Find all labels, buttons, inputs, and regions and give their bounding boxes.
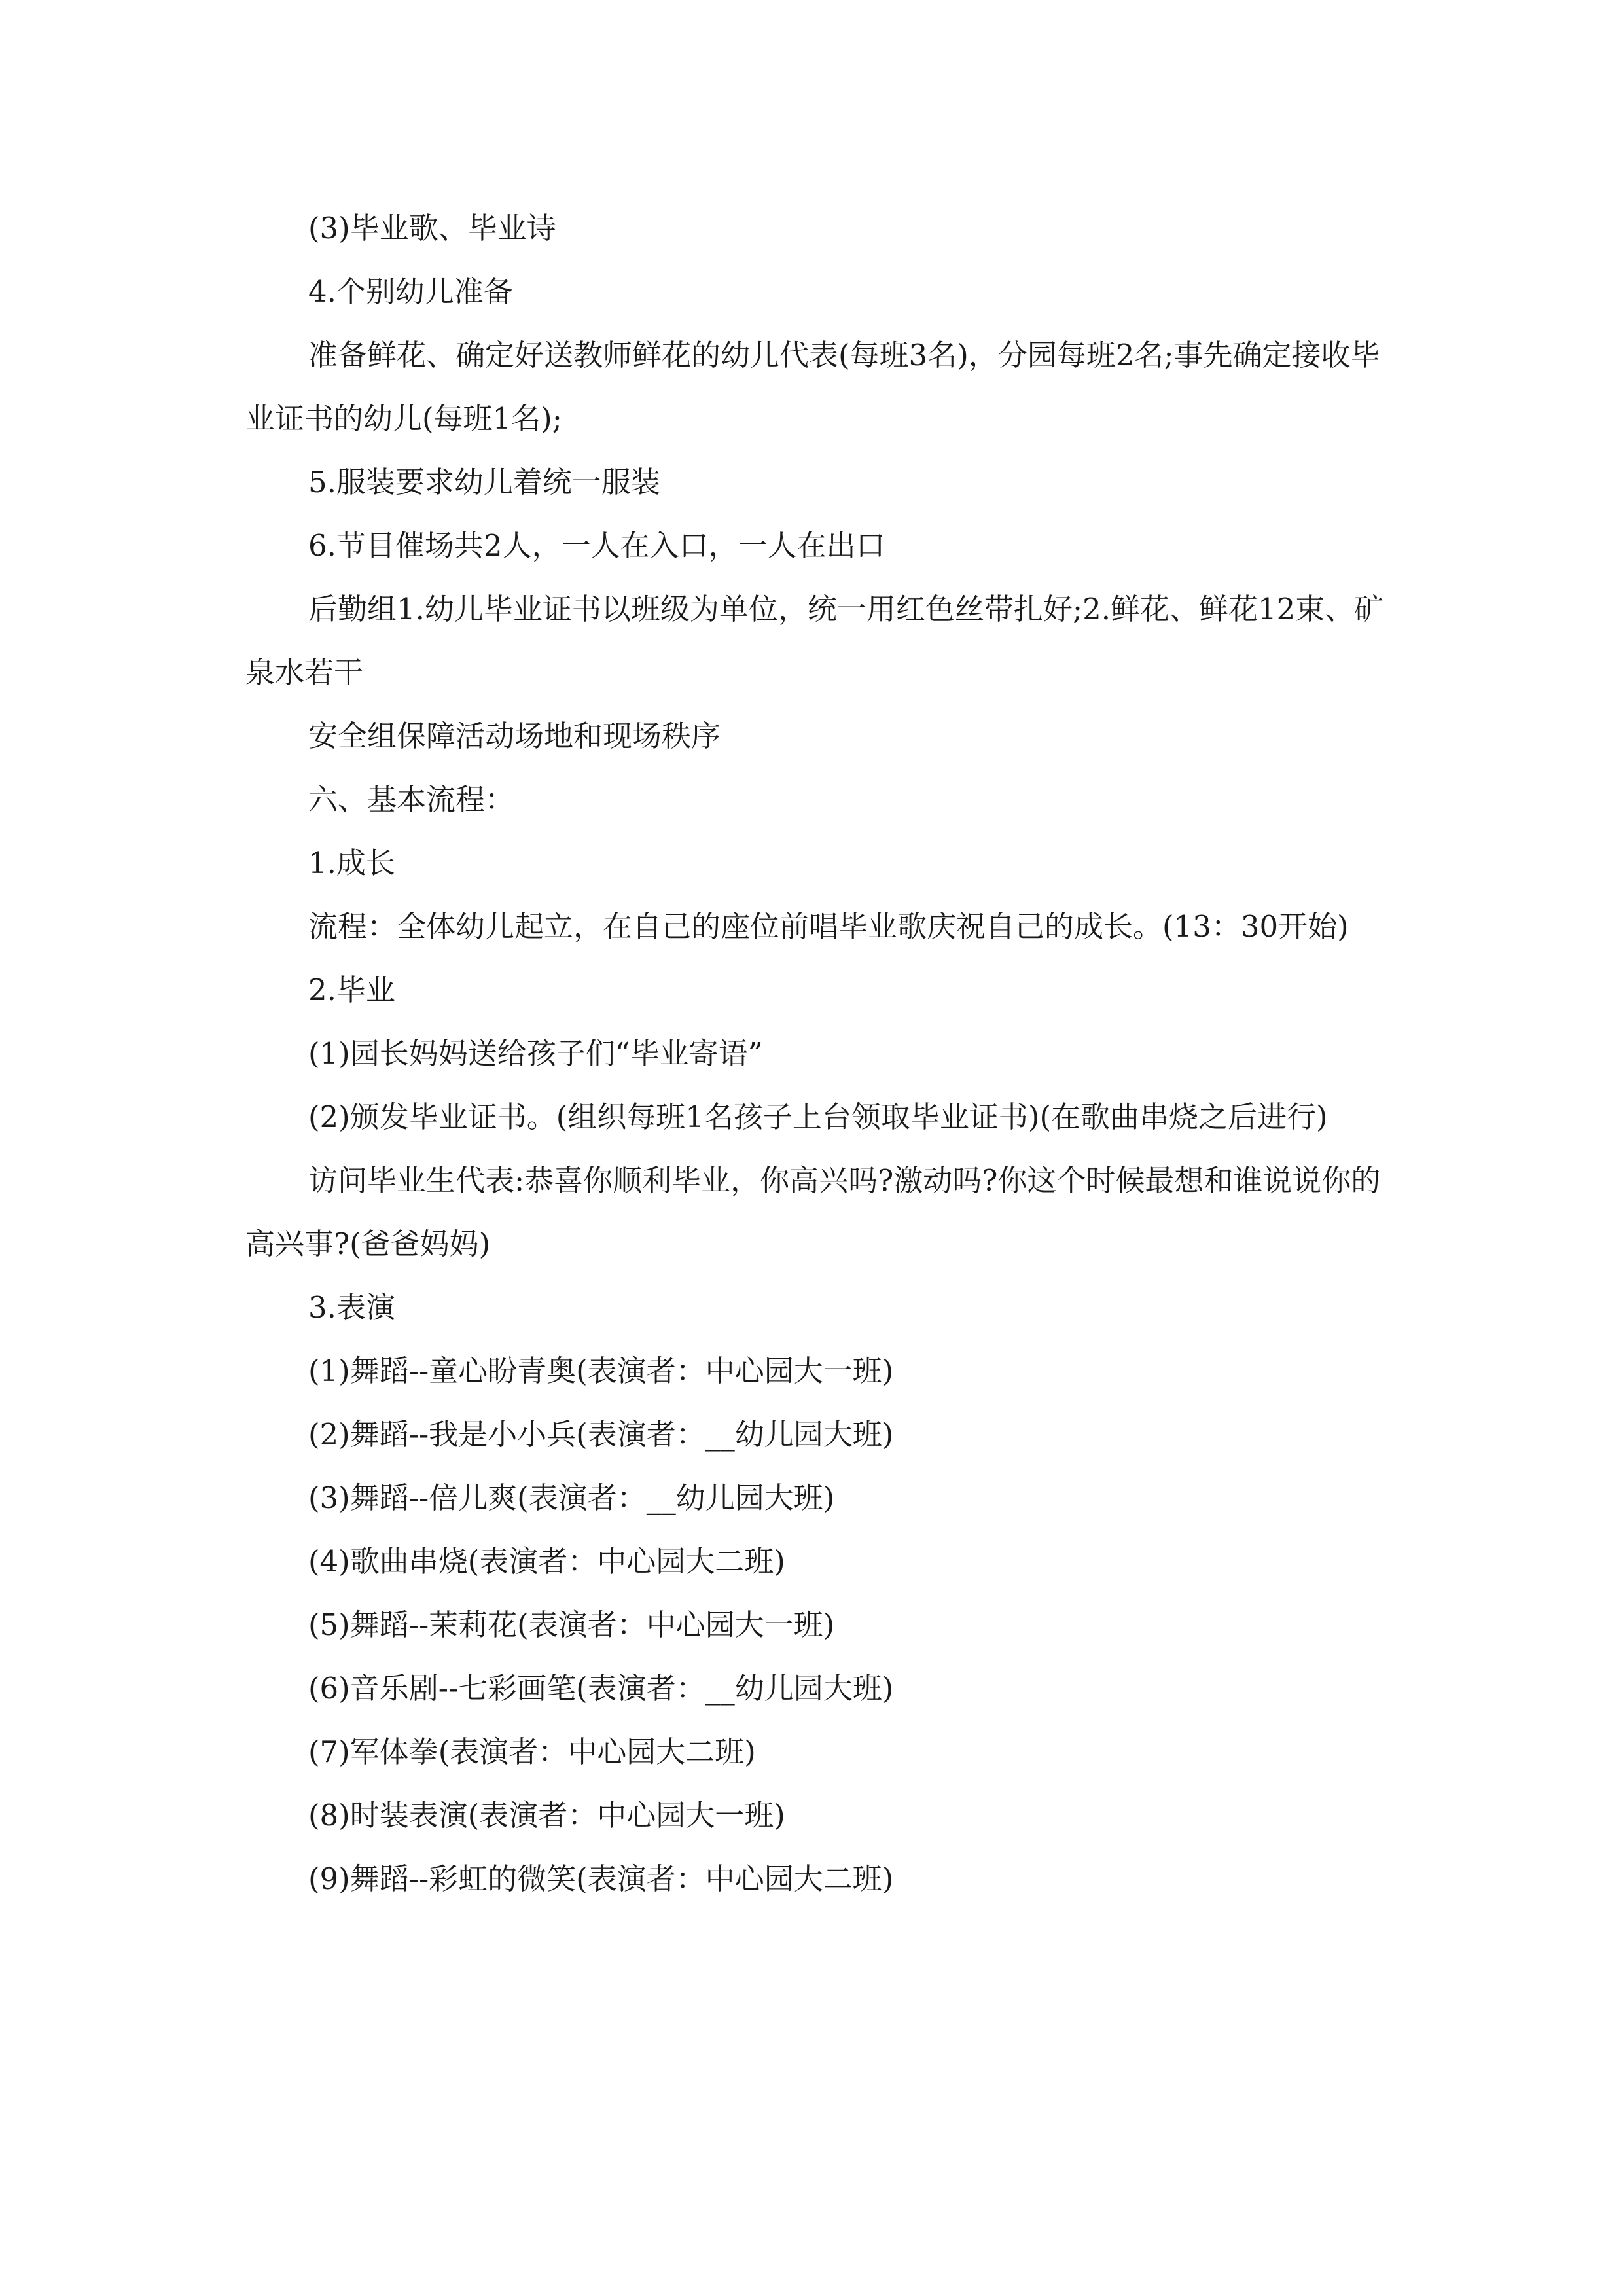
program-item: (1)舞蹈--童心盼青奥(表演者：中心园大一班) [308, 1354, 894, 1388]
paragraph-growth-process: 流程：全体幼儿起立，在自己的座位前唱毕业歌庆祝自己的成长。(13：30开始) [308, 909, 1349, 944]
paragraph-growth-heading: 1.成长 [308, 846, 395, 880]
paragraph-graduation-song: (3)毕业歌、毕业诗 [308, 211, 556, 245]
program-item: (5)舞蹈--茉莉花(表演者：中心园大一班) [308, 1607, 835, 1642]
paragraph-principal-message: (1)园长妈妈送给孩子们“毕业寄语” [308, 1036, 763, 1071]
program-item: (9)舞蹈--彩虹的微笑(表演者：中心园大二班) [308, 1861, 894, 1896]
paragraph-safety: 安全组保障活动场地和现场秩序 [308, 719, 721, 753]
paragraph-individual-prep-heading: 4.个别幼儿准备 [308, 274, 513, 309]
program-item: (6)音乐剧--七彩画笔(表演者：__幼儿园大班) [308, 1671, 894, 1706]
paragraph-logistics: 后勤组1.幼儿毕业证书以班级为单位，统一用红色丝带扎好;2.鲜花、鲜花12束、矿泉水若干 [245, 592, 1384, 690]
program-item: (2)舞蹈--我是小小兵(表演者：__幼儿园大班) [308, 1417, 894, 1452]
paragraph-performance-heading: 3.表演 [308, 1290, 395, 1325]
section-heading-basic-process: 六、基本流程： [308, 782, 515, 817]
program-item: (8)时装表演(表演者：中心园大一班) [308, 1798, 785, 1833]
paragraph-interview: 访问毕业生代表:恭喜你顺利毕业，你高兴吗?激动吗?你这个时候最想和谁说说你的高兴事?(爸爸妈妈) [245, 1163, 1381, 1261]
paragraph-flowers-prep: 准备鲜花、确定好送教师鲜花的幼儿代表(每班3名)，分园每班2名;事先确定接收毕业证书的幼儿(每班1名); [245, 338, 1380, 436]
paragraph-stage-call: 6.节目催场共2人，一人在入口，一人在出口 [308, 528, 885, 563]
program-item: (7)军体拳(表演者：中心园大二班) [308, 1734, 756, 1769]
document-page [245, 196, 1387, 1910]
paragraph-certificates: (2)颁发毕业证书。(组织每班1名孩子上台领取毕业证书)(在歌曲串烧之后进行) [308, 1100, 1328, 1134]
program-item: (3)舞蹈--倍儿爽(表演者：__幼儿园大班) [308, 1480, 835, 1515]
paragraph-graduation-heading: 2.毕业 [308, 973, 395, 1007]
program-item: (4)歌曲串烧(表演者：中心园大二班) [308, 1544, 785, 1579]
paragraph-costume: 5.服装要求幼儿着统一服装 [308, 465, 660, 499]
